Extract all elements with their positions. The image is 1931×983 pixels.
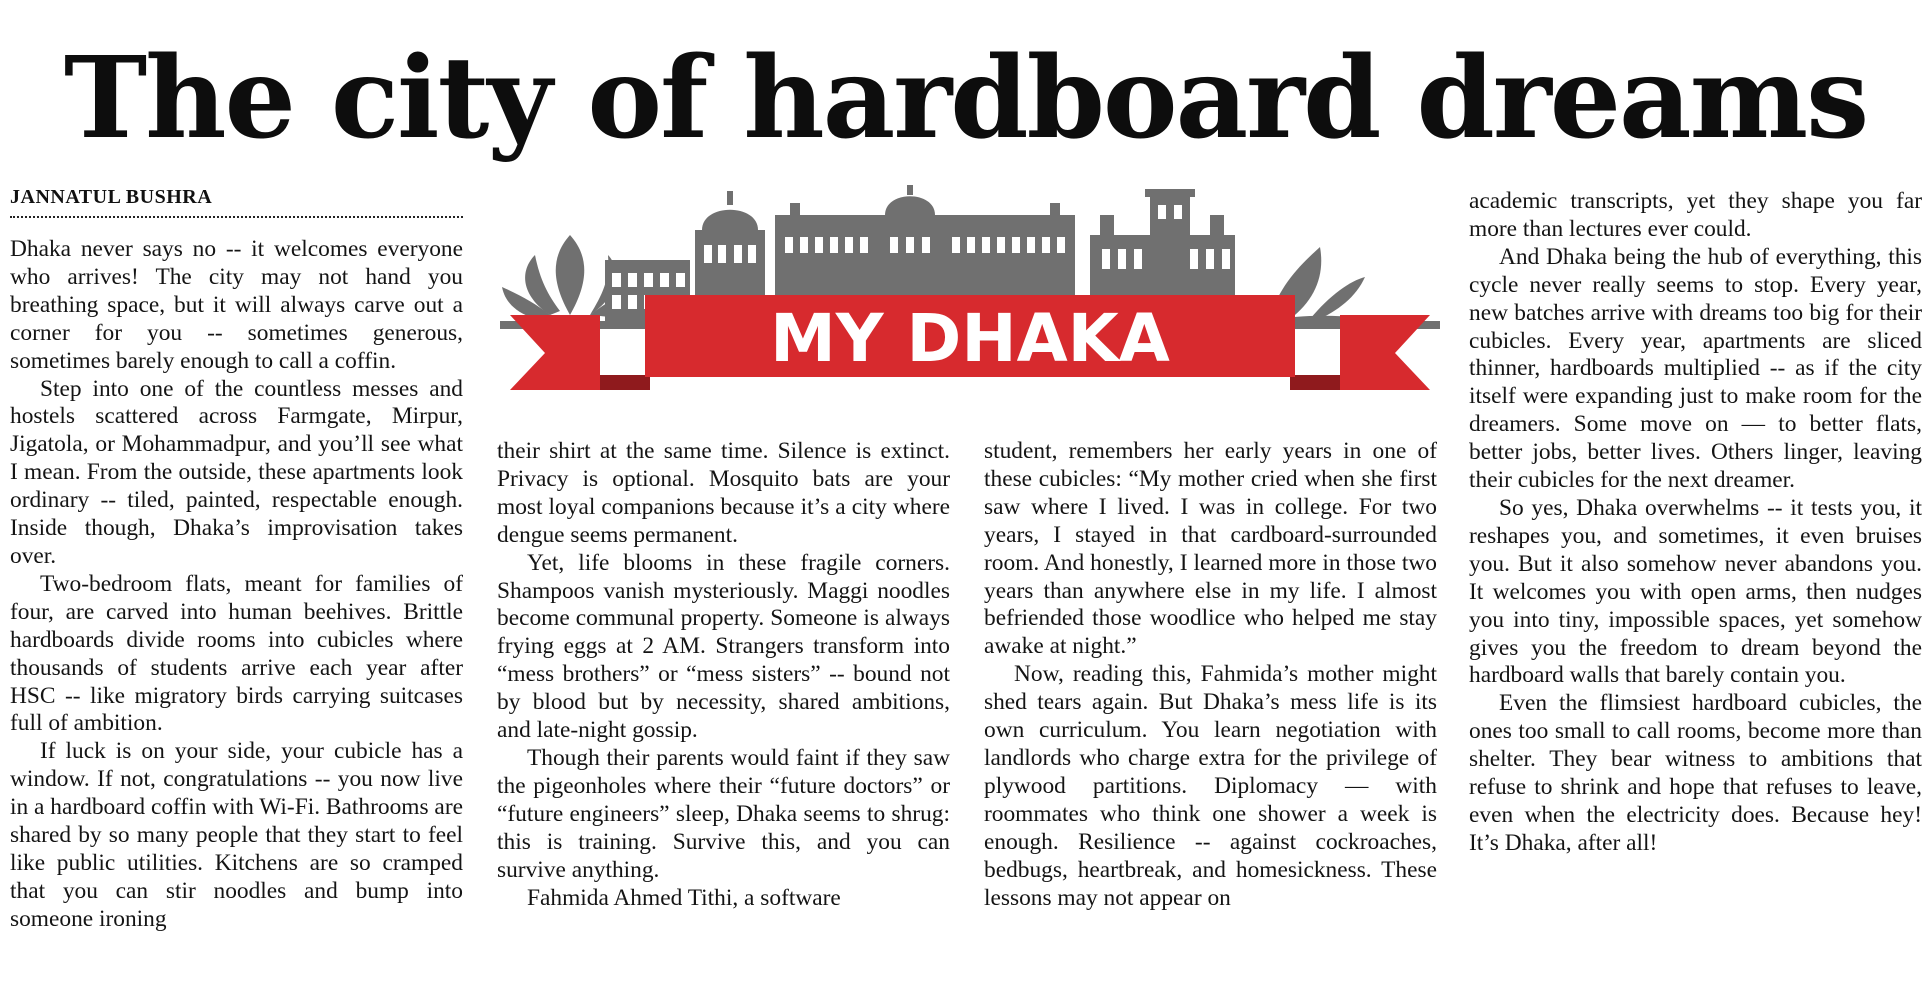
paragraph: If luck is on your side, your cubicle has a window. If not, congratulations -- you now live in a hardboard coffin with Wi-Fi. Bathrooms are shared by so many people that they start to feel like public utilities. Kitchens are so cramped that you can stir noodles and bump into someone ironing <box>10 738 463 932</box>
ribbon-right-tail <box>1340 315 1430 390</box>
paragraph: Though their parents would faint if they saw the pigeonholes where their “future doctors” or “future engineers” sleep, Dhaka seems to shrug: this is training. Survive this, and you can survive anything. <box>497 744 950 883</box>
my-dhaka-banner <box>490 185 1450 415</box>
article-column-3 <box>984 438 1437 968</box>
paragraph: So yes, Dhaka overwhelms -- it tests you, it reshapes you, and sometimes, it even bruises you. But it also somehow never abandons you. It welcomes you with open arms, then nudges you into tiny, impossible spaces, yet somehow gives you the freedom to dream beyond the hardboard walls that barely contain you. <box>1469 494 1922 689</box>
paragraph: student, remembers her early years in one of these cubicles: “My mother cried when she first saw where I lived. I was in college. For two years, I stayed in that cardboard-surrounded room. And honestly, I learned more in those two years than anywhere else in my life. I almost befriended those woodlice who helped me stay awake at night.” <box>984 438 1437 660</box>
paragraph: Now, reading this, Fahmida’s mother might shed tears again. But Dhaka’s mess life is its own curriculum. You learn negotiation with landlords who charge extra for the privilege of plywood partitions. Diplomacy — with roommates who think one shower a week is enough. Resilience -- against cockroaches, bedbugs, heartbreak, and homesickness. These lessons may not appear on <box>984 661 1437 911</box>
paragraph: And Dhaka being the hub of everything, this cycle never really seems to stop. Every year, new batches arrive with dreams too big for their cubicles. Every year, apartments are sliced thinner, hardboards multiplied -- as if the city itself were expanding just to make room for the dreamers. Some move on — to better flats, better jobs, better lives. Others linger, leaving their cubicles for the next dreamer. <box>1469 243 1922 494</box>
article-headline: The city of hardboard dreams <box>63 33 1868 164</box>
article-column-1 <box>10 236 463 960</box>
ribbon-left-fold <box>600 375 650 390</box>
ribbon-left-tail <box>510 315 600 390</box>
paragraph: Dhaka never says no -- it welcomes everyone who arrives! The city may not hand you breathing space, but it will always carve out a corner for you -- sometimes generous, sometimes barely enough to call a coffin. <box>10 236 463 374</box>
article-column-2 <box>497 438 950 968</box>
paragraph: Two-bedroom flats, meant for families of four, are carved into human beehives. Brittle hardboards divide rooms into cubicles where thousands of students arrive each year after HSC -- like migratory birds carrying suitcases full of ambition. <box>10 570 463 737</box>
ribbon-right-fold <box>1290 375 1340 390</box>
paragraph: their shirt at the same time. Silence is extinct. Privacy is optional. Mosquito bats are your most loyal companions because it’s a city where dengue seems permanent. <box>497 438 950 548</box>
paragraph: Fahmida Ahmed Tithi, a software <box>527 884 841 911</box>
article-column-4 <box>1469 188 1922 968</box>
paragraph: academic transcripts, yet they shape you far more than lectures ever could. <box>1469 188 1922 242</box>
paragraph: Yet, life blooms in these fragile corners. Shampoos vanish mysteriously. Maggi noodles become communal property. Someone is always frying eggs at 2 AM. Strangers transform into “mess brothers” or “mess sisters” -- bound not by blood but by necessity, shared ambitions, and late-night gossip. <box>497 549 950 744</box>
paragraph: Step into one of the countless messes and hostels scattered across Farmgate, Mirpur, Jigatola, or Mohammadpur, and you’ll see what I mean. From the outside, these apartments look ordinary -- tiled, painted, respectable enough. Inside though, Dhaka’s improvisation takes over. <box>10 375 463 569</box>
byline: JANNATUL BUSHRA <box>10 186 463 218</box>
paragraph: Even the flimsiest hardboard cubicles, the ones too small to call rooms, become more than shelter. They bear witness to ambitions that refuse to shrink and hope that refuses to leave, even when the electricity does. Because hey! It’s Dhaka, after all! <box>1469 690 1922 856</box>
banner-label: MY DHAKA <box>770 300 1170 377</box>
